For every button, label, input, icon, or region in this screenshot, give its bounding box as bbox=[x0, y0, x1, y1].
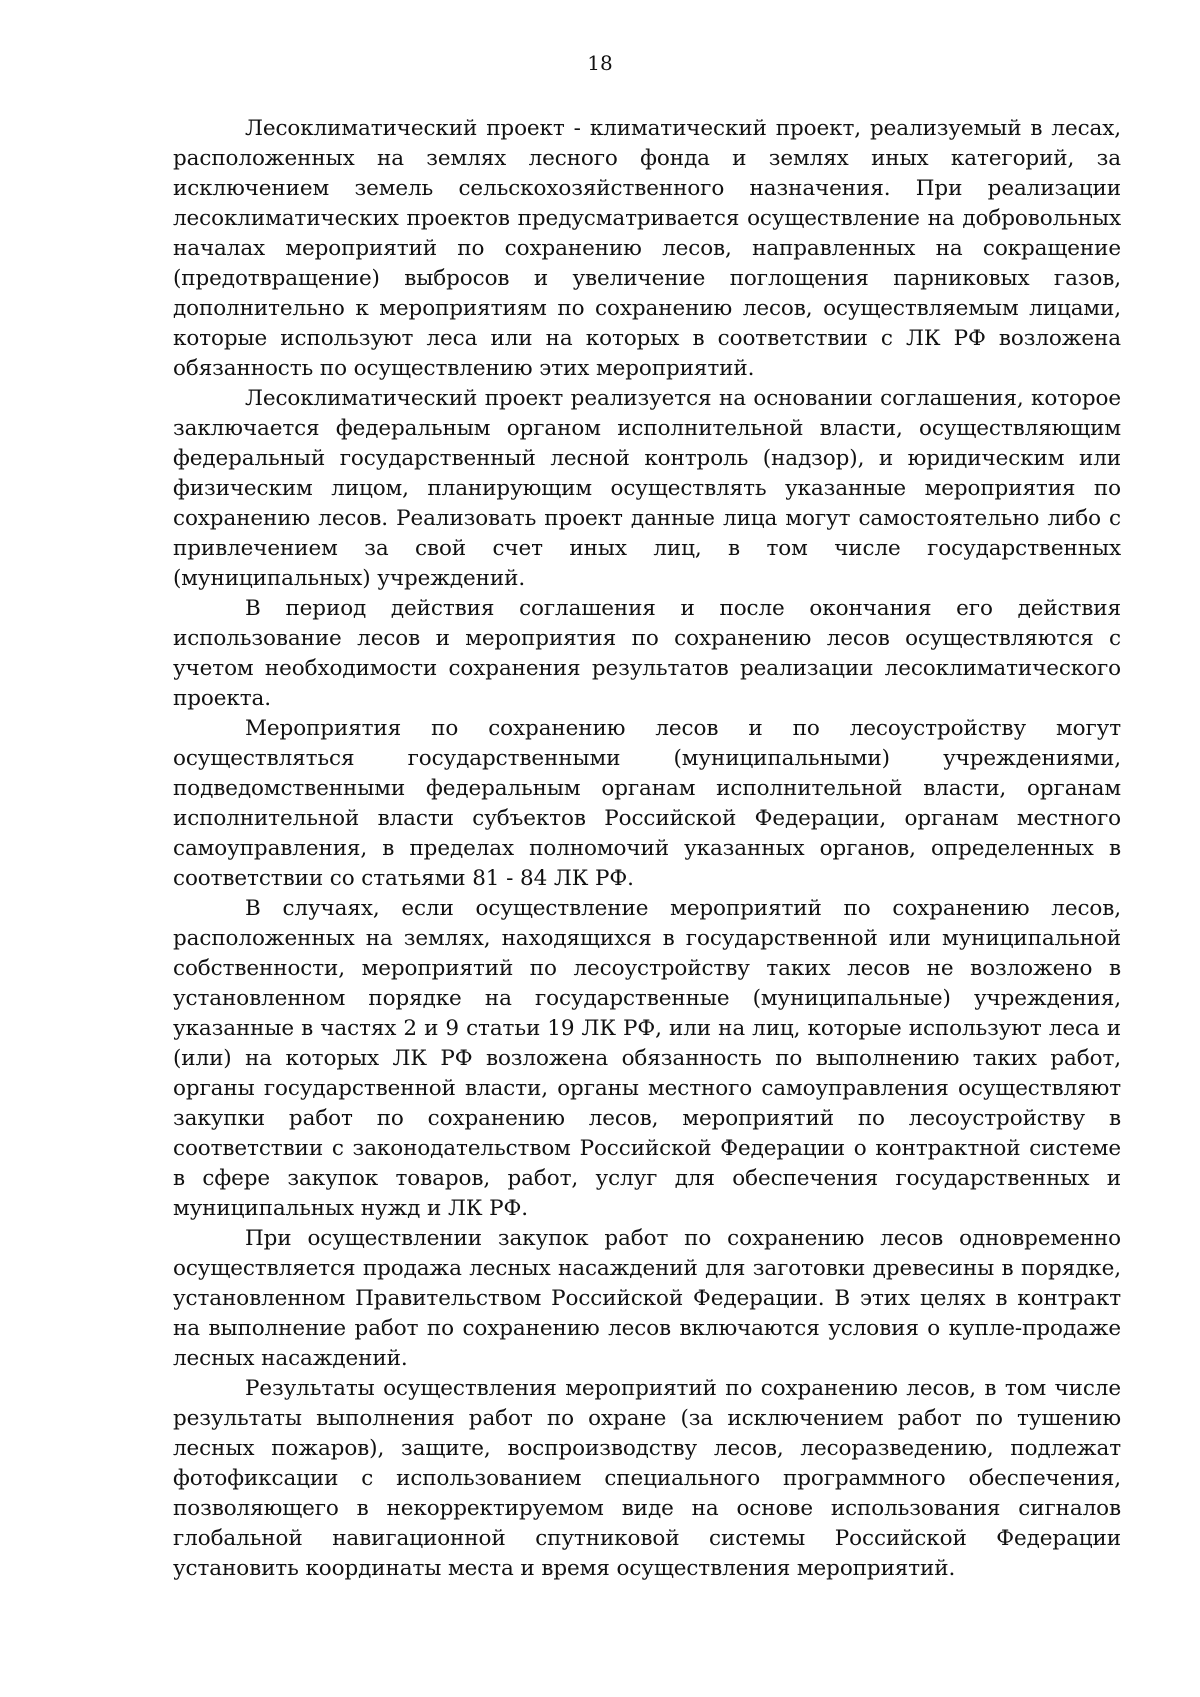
paragraph-procurement-cases: В случаях, если осуществление мероприятий по сохранению лесов, расположенных на землях, находящихся в государственной или муниципальной собственности, мероприятий по лесоустройству таких лесов не возложено в установленном порядке на государственные (муниципальные) учреждения, указанные в частях 2 и 9 статьи 19 ЛК РФ, или на лиц, которые используют леса и (или) на которых ЛК РФ возложена обязанность по выполнению таких работ, органы государственной власти, органы местного самоуправления осуществляют закупки работ по сохранению лесов, мероприятий по лесоустройству в соответствии с законодательством Российской Федерации о контрактной системе в сфере закупок товаров, работ, услуг для обеспечения государственных и муниципальных нужд и ЛК РФ. bbox=[173, 896, 1121, 1221]
paragraph-photo-fixation: Результаты осуществления мероприятий по сохранению лесов, в том числе результаты выполнения работ по охране (за исключением работ по тушению лесных пожаров), защите, воспроизводству лесов, лесоразведению, подлежат фотофиксации с использованием специального программного обеспечения, позволяющего в некорректируемом виде на основе использования сигналов глобальной навигационной спутниковой системы Российской Федерации установить координаты места и время осуществления мероприятий. bbox=[173, 1376, 1121, 1581]
paragraph-timber-sale: При осуществлении закупок работ по сохранению лесов одновременно осуществляется продажа лесных насаждений для заготовки древесины в порядке, установленном Правительством Российской Федерации. В этих целях в контракт на выполнение работ по сохранению лесов включаются условия о купле-продаже лесных насаждений. bbox=[173, 1226, 1121, 1371]
page-number: 18 bbox=[587, 51, 613, 75]
paragraph-forest-climate-project: Лесоклиматический проект - климатический проект, реализуемый в лесах, расположенных на землях лесного фонда и землях иных категорий, за исключением земель сельскохозяйственного назначения. При реализации лесоклиматических проектов предусматривается осуществление на добровольных началах мероприятий по сохранению лесов, направленных на сокращение (предотвращение) выбросов и увеличение поглощения парниковых газов, дополнительно к мероприятиям по сохранению лесов, осуществляемым лицами, которые используют леса или на которых в соответствии с ЛК РФ возложена обязанность по осуществлению этих мероприятий. bbox=[173, 116, 1121, 381]
document-body bbox=[173, 114, 1121, 1584]
paragraph-agreement-period: В период действия соглашения и после окончания его действия использование лесов и мероприятия по сохранению лесов осуществляются с учетом необходимости сохранения результатов реализации лесоклиматического проекта. bbox=[173, 596, 1121, 711]
paragraph-agreement: Лесоклиматический проект реализуется на основании соглашения, которое заключается федеральным органом исполнительной власти, осуществляющим федеральный государственный лесной контроль (надзор), и юридическим или физическим лицом, планирующим осуществлять указанные мероприятия по сохранению лесов. Реализовать проект данные лица могут самостоятельно либо с привлечением за свой счет иных лиц, в том числе государственных (муниципальных) учреждений. bbox=[173, 386, 1121, 591]
paragraph-state-institutions: Мероприятия по сохранению лесов и по лесоустройству могут осуществляться государственными (муниципальными) учреждениями, подведомственными федеральным органам исполнительной власти, органам исполнительной власти субъектов Российской Федерации, органам местного самоуправления, в пределах полномочий указанных органов, определенных в соответствии со статьями 81 - 84 ЛК РФ. bbox=[173, 716, 1121, 891]
